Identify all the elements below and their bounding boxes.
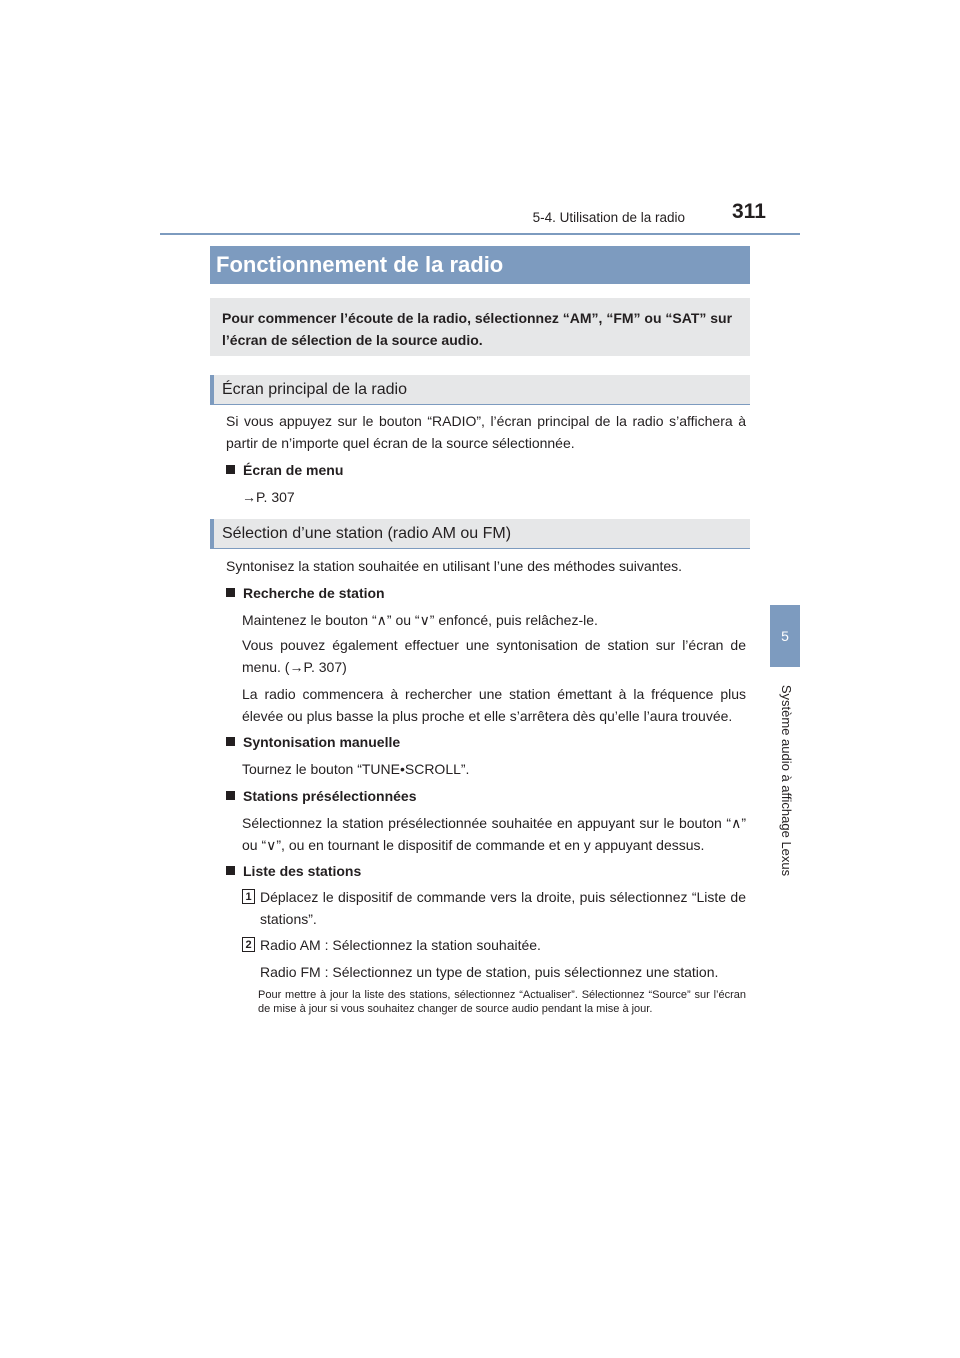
chapter-tab: 5	[770, 605, 800, 667]
bullet-menu-screen	[226, 459, 343, 481]
section1-body: Si vous appuyez sur le bouton “RADIO”, l’écran principal de la radio s’affichera à partir de n’importe quel écran de la source sélectionnée.	[226, 413, 746, 451]
item-line: Tournez le bouton “TUNE•SCROLL”.	[242, 761, 470, 777]
section-heading-main-screen: Écran principal de la radio	[210, 375, 750, 405]
bullet-label: Écran de menu	[243, 462, 344, 478]
page-title: Fonctionnement de la radio	[210, 246, 750, 284]
bullet-label: Syntonisation manuelle	[243, 734, 401, 750]
section2-body: Syntonisez la station souhaitée en utilisant l’une des méthodes suivantes.	[226, 558, 683, 574]
step-number-badge: 2	[242, 937, 255, 952]
bullet-label: Stations présélectionnées	[243, 788, 417, 804]
header-rule	[160, 233, 800, 235]
chapter-label-text: Système audio à affichage Lexus	[779, 684, 795, 876]
bullet-square-icon	[226, 737, 235, 746]
section-heading-station-selection: Sélection d’une station (radio AM ou FM)	[210, 519, 750, 549]
bullet-label: Liste des stations	[243, 863, 362, 879]
item-line: Sélectionnez la station présélectionnée souhaitée en appuyant sur le bouton “∧” ou “∨”, ou en tournant le dispositif de commande et en y appuyant dessus.	[242, 815, 746, 853]
note-text: Pour mettre à jour la liste des stations, sélectionnez “Actualiser”. Sélectionnez “Source” sur l’écran de mise à jour si vous souhaitez changer de source audio pendant la mise à jour.	[258, 989, 746, 1015]
bullet-square-icon	[226, 588, 235, 597]
item-line: La radio commencera à rechercher une station émettant à la fréquence plus élevée ou plus basse la plus proche et elle s’arrêtera dès qu’elle l’aura trouvée.	[242, 686, 746, 724]
chapter-label	[752, 680, 822, 880]
bullet-station-list	[226, 860, 361, 882]
step-text-continued: Radio FM : Sélectionnez un type de station, puis sélectionnez une station.	[260, 964, 719, 980]
bullet-square-icon	[226, 866, 235, 875]
running-header-section: 5-4. Utilisation de la radio	[532, 210, 685, 225]
bullet-station-search	[226, 582, 385, 604]
page-number: 311	[732, 200, 766, 223]
bullet-label: Recherche de station	[243, 585, 385, 601]
bullet-manual-tuning	[226, 731, 400, 753]
intro-box: Pour commencer l’écoute de la radio, sélectionnez “AM”, “FM” ou “SAT” sur l’écran de sélection de la source audio.	[210, 298, 750, 356]
step-number-badge: 1	[242, 889, 255, 904]
step-text: Déplacez le dispositif de commande vers la droite, puis sélectionnez “Liste de stations”.	[260, 889, 746, 927]
item-line: Maintenez le bouton “∧” ou “∨” enfoncé, puis relâchez-le.	[242, 612, 598, 628]
item-line: Vous pouvez également effectuer une syntonisation de station sur l’écran de menu. (→P. 307)	[242, 637, 746, 675]
bullet-square-icon	[226, 465, 235, 474]
step-text: Radio AM : Sélectionnez la station souhaitée.	[260, 937, 541, 953]
bullet-preset-stations	[226, 785, 417, 807]
page-reference-link[interactable]: →P. 307	[242, 489, 295, 505]
bullet-square-icon	[226, 791, 235, 800]
